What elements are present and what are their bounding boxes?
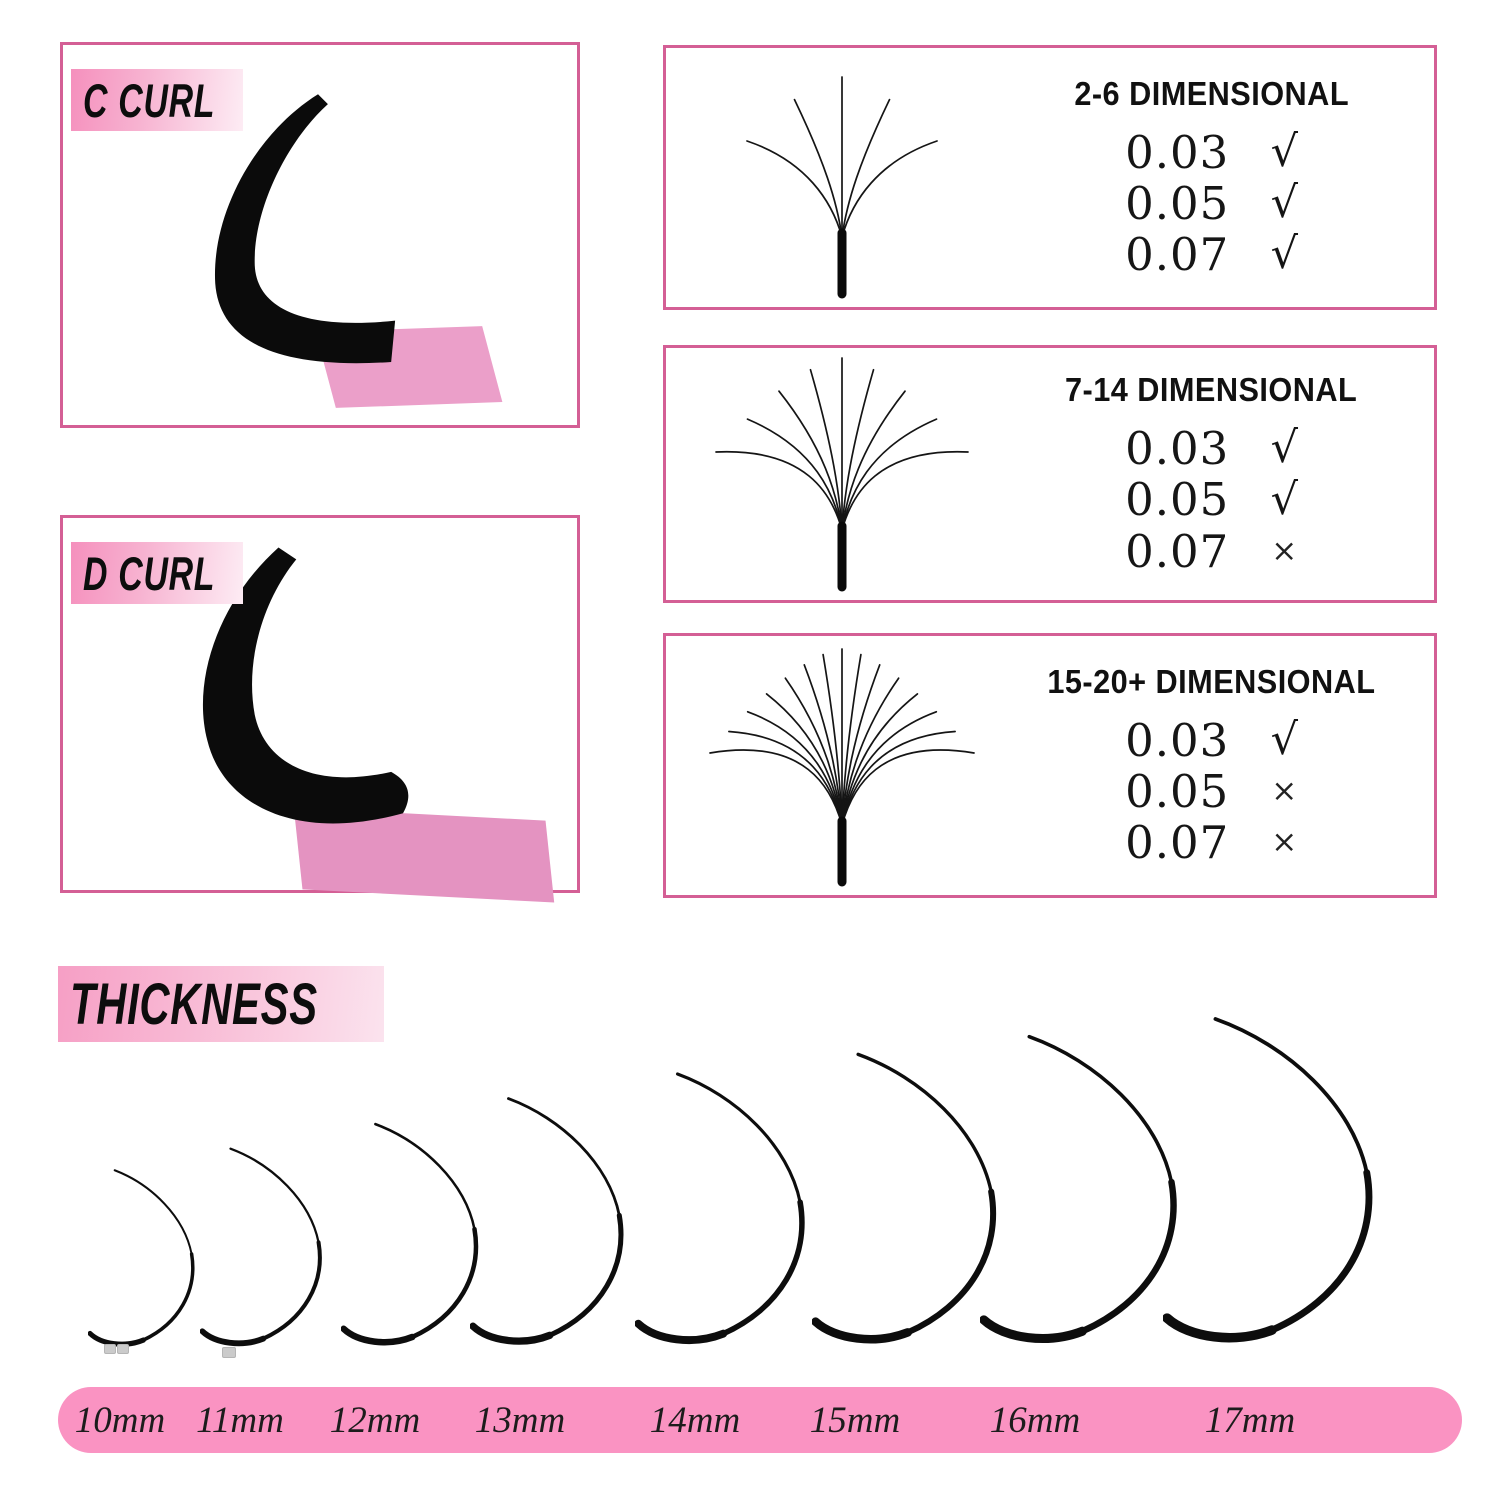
thickness-lash-curve: [88, 1167, 206, 1352]
check-mark: √: [1270, 714, 1298, 765]
dimensional-panel-2-6: [663, 45, 1437, 310]
thickness-lash-curve: [200, 1145, 335, 1352]
thickness-value: 0.07: [1125, 228, 1230, 282]
thickness-lash-curve: [1163, 1013, 1395, 1352]
thickness-option-row: [1109, 422, 1313, 476]
thickness-lash-curve: [470, 1094, 640, 1352]
thickness-option-row: [1109, 125, 1313, 179]
thickness-value: 0.07: [1125, 524, 1230, 578]
check-mark: √: [1270, 178, 1298, 228]
thickness-title-text: THICKNESS: [70, 971, 318, 1037]
thickness-option-row: [1109, 473, 1313, 527]
thickness-value: 0.03: [1125, 713, 1230, 767]
d-curl-label-text: D CURL: [83, 546, 216, 600]
thickness-length-label: 14mm: [649, 1399, 741, 1441]
tape-dot: [222, 1347, 236, 1358]
check-mark: √: [1270, 423, 1298, 474]
check-mark: √: [1270, 229, 1298, 280]
thickness-length-label: 17mm: [1204, 1399, 1296, 1441]
cross-mark: ×: [1271, 532, 1298, 569]
thickness-lash-curve: [635, 1069, 823, 1352]
c-curl-label: [71, 69, 243, 131]
thickness-option-row: [1109, 524, 1313, 578]
thickness-length-label: 15mm: [809, 1399, 901, 1441]
dimensional-panel-7-14: [663, 345, 1437, 603]
thickness-length-label: 10mm: [74, 1399, 166, 1441]
thickness-option-row: [1109, 764, 1313, 818]
thickness-value: 0.07: [1125, 816, 1230, 870]
thickness-length-label: 13mm: [474, 1399, 566, 1441]
thickness-value: 0.05: [1125, 473, 1230, 527]
thickness-bar: [58, 1387, 1462, 1453]
thickness-length-label: 11mm: [196, 1399, 284, 1441]
c-curl-label-text: C CURL: [83, 73, 216, 127]
dimensional-panel-15-20: [663, 633, 1437, 898]
lash-fan-diagram: [692, 49, 992, 299]
lash-fan-diagram: [692, 637, 992, 887]
d-curl-label: [71, 542, 243, 604]
thickness-option-row: [1109, 228, 1313, 282]
tape-dot: [117, 1344, 129, 1354]
d-curl-panel: [60, 515, 580, 893]
thickness-value: 0.03: [1125, 422, 1230, 476]
c-curl-panel: [60, 42, 580, 428]
cross-mark: ×: [1271, 773, 1298, 809]
dimensional-title: 2-6 DIMENSIONAL: [1073, 74, 1349, 112]
thickness-value: 0.05: [1125, 764, 1230, 818]
lash-fan-diagram: [692, 342, 992, 592]
thickness-length-label: 16mm: [989, 1399, 1081, 1441]
cross-mark: ×: [1271, 824, 1298, 861]
thickness-option-row: [1109, 816, 1313, 870]
dimensional-title: 15-20+ DIMENSIONAL: [1047, 662, 1376, 700]
check-mark: √: [1270, 474, 1298, 525]
check-mark: √: [1270, 126, 1298, 177]
thickness-length-label: 12mm: [329, 1399, 421, 1441]
thickness-value: 0.05: [1125, 176, 1230, 230]
thickness-option-row: [1109, 713, 1313, 767]
thickness-option-row: [1109, 176, 1313, 230]
thickness-section-label: [58, 966, 384, 1042]
tape-dot: [104, 1344, 116, 1354]
dimensional-title: 7-14 DIMENSIONAL: [1065, 371, 1358, 409]
thickness-value: 0.03: [1125, 125, 1230, 179]
